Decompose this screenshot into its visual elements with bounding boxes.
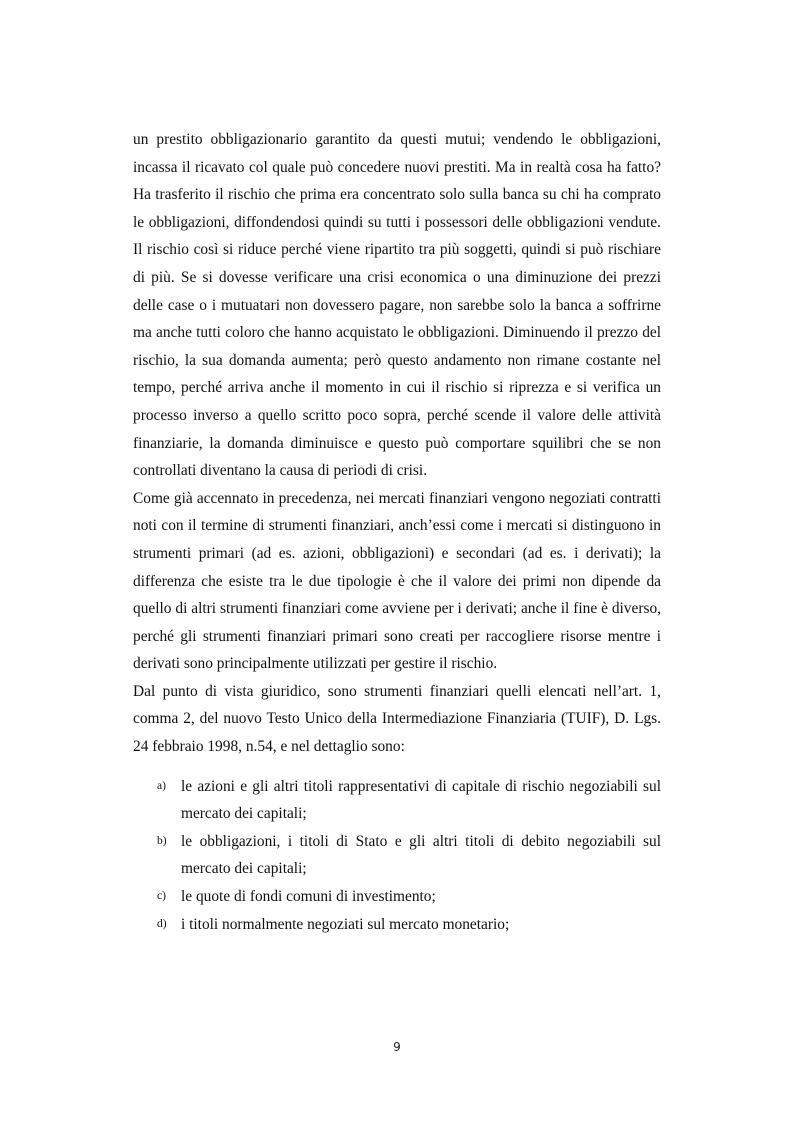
- instruments-list: [133, 773, 661, 939]
- list-marker: b): [157, 834, 167, 847]
- paragraph-securitization: un prestito obbligazionario garantito da questi mutui; vendendo le obbligazioni, incassa il ricavato col quale può concedere nuovi prestiti. Ma in realtà cosa ha fatto? Ha trasferito il rischio che prima era concentrato solo sulla banca su chi ha comprato le obbligazioni, diffondendosi quindi su tutti i possessori delle obbligazioni vendute. Il rischio così si riduce perché viene ripartito tra più soggetti, quindi si può rischiare di più. Se si dovesse verificare una crisi economica o una diminuzione dei prezzi delle case o i mutuatari non dovessero pagare, non sarebbe solo la banca a soffrirne ma anche tutti coloro che hanno acquistato le obbligazioni. Diminuendo il prezzo del rischio, la sua domanda aumenta; però questo andamento non rimane costante nel tempo, perché arriva anche il momento in cui il rischio si riprezza e si verifica un processo inverso a quello scritto poco sopra, perché scende il valore delle attività finanziarie, la domanda diminuisce e questo può comportare squilibri che se non controllati diventano la causa di periodi di crisi.: [133, 131, 661, 480]
- list-marker: a): [157, 779, 166, 792]
- list-item: [133, 883, 661, 911]
- page-number: 9: [393, 1040, 401, 1054]
- list-item-text: i titoli normalmente negoziati sul mercato monetario;: [181, 915, 510, 933]
- list-item-text: le quote di fondi comuni di investimento;: [181, 888, 436, 906]
- list-item-text: le obbligazioni, i titoli di Stato e gli altri titoli di debito negoziabili sul mercato dei capitali;: [181, 832, 661, 878]
- paragraph-legal-definition: Dal punto di vista giuridico, sono strumenti finanziari quelli elencati nell’art. 1, comma 2, del nuovo Testo Unico della Intermediazione Finanziaria (TUIF), D. Lgs. 24 febbraio 1998, n.54, e nel dettaglio sono:: [133, 682, 661, 756]
- list-marker: c): [157, 890, 166, 903]
- paragraph-financial-instruments: Come già accennato in precedenza, nei mercati finanziari vengono negoziati contratti noti con il termine di strumenti finanziari, anch’essi come i mercati si distinguono in strumenti primari (ad es. azioni, obbligazioni) e secondari (ad es. i derivati); la differenza che esiste tra le due tipologie è che il valore dei primi non dipende da quello di altri strumenti finanziari come avviene per i derivati; anche il fine è diverso, perché gli strumenti finanziari primari sono creati per raccogliere risorse mentre i derivati sono principalmente utilizzati per gestire il rischio.: [133, 489, 661, 673]
- list-item-text: le azioni e gli altri titoli rappresentativi di capitale di rischio negoziabili sul mercato dei capitali;: [181, 777, 661, 823]
- list-item: [133, 828, 661, 883]
- list-marker: d): [157, 917, 167, 930]
- list-item: [133, 911, 661, 939]
- list-item: [133, 773, 661, 828]
- page-body: [133, 126, 661, 938]
